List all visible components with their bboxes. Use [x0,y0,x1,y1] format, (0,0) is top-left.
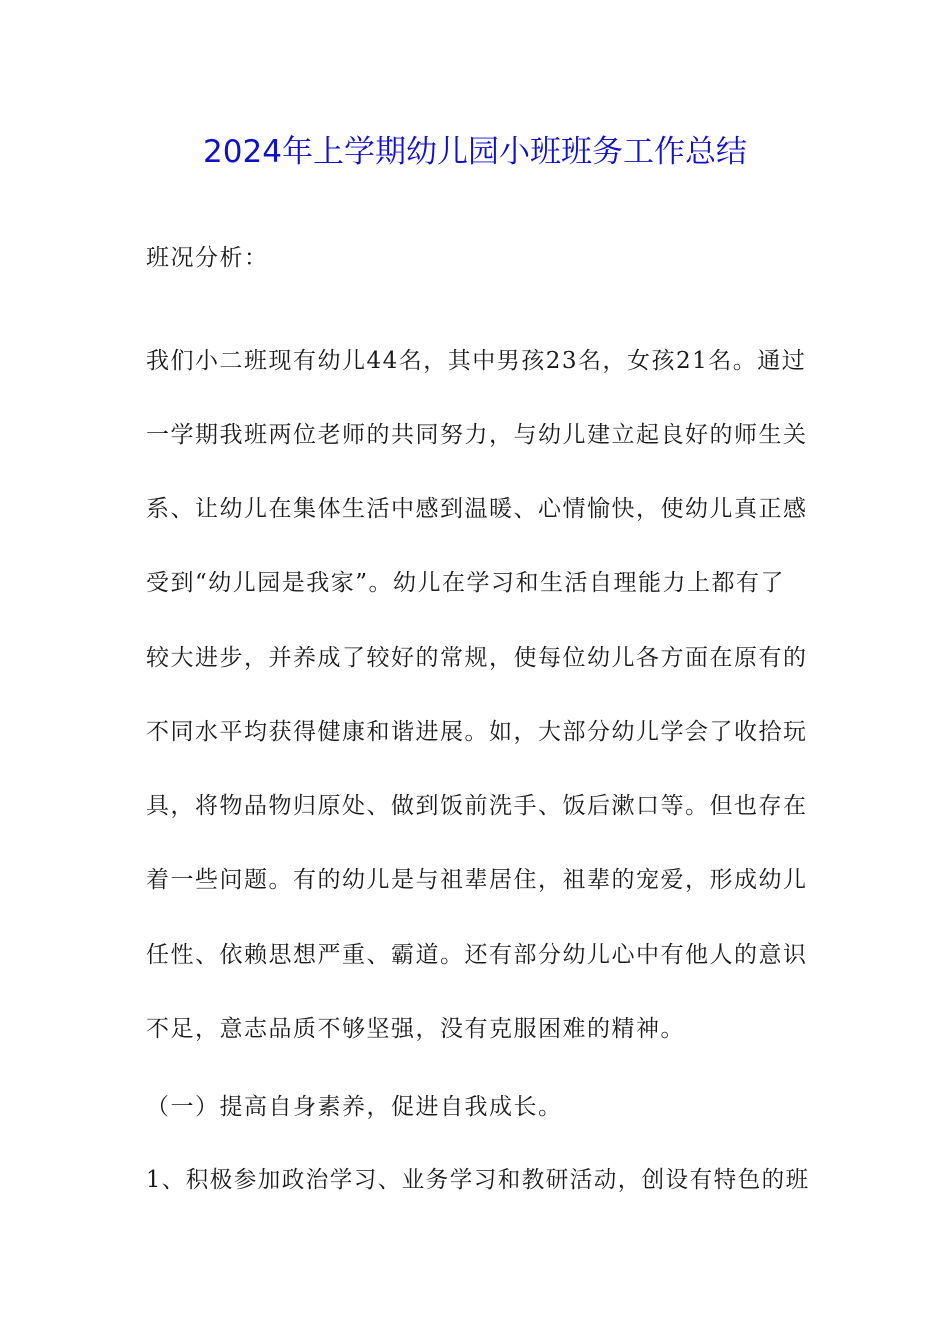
list-item: 1、积极参加政治学习、业务学习和教研活动，创设有特色的班 [146,1167,810,1193]
paragraph-line: 不同水平均获得健康和谐进展。如，大部分幼儿学会了收拾玩 [146,719,808,745]
paragraph-line: 具，将物品物归原处、做到饭前洗手、饭后漱口等。但也存在 [146,793,808,819]
paragraph-line: 任性、依赖思想严重、霸道。还有部分幼儿心中有他人的意识 [146,942,808,968]
section-heading: 班况分析： [146,245,269,271]
paragraph-line: 较大进步，并养成了较好的常规，使每位幼儿各方面在原有的 [146,645,808,671]
paragraph-line: 受到“幼儿园是我家”。幼儿在学习和生活自理能力上都有了 [146,570,786,596]
paragraph-line: 我们小二班现有幼儿44名，其中男孩23名，女孩21名。通过 [146,348,807,374]
paragraph-line: 着一些问题。有的幼儿是与祖辈居住，祖辈的宠爱，形成幼儿 [146,867,808,893]
subheading: （一）提高自身素养，促进自我成长。 [146,1094,563,1120]
document-title: 2024年上学期幼儿园小班班务工作总结 [203,134,747,170]
paragraph-line: 系、让幼儿在集体生活中感到温暖、心情愉快，使幼儿真正感 [146,496,808,522]
paragraph-line: 不足，意志品质不够坚强，没有克服困难的精神。 [146,1016,685,1042]
paragraph-line: 一学期我班两位老师的共同努力，与幼儿建立起良好的师生关 [146,422,808,448]
